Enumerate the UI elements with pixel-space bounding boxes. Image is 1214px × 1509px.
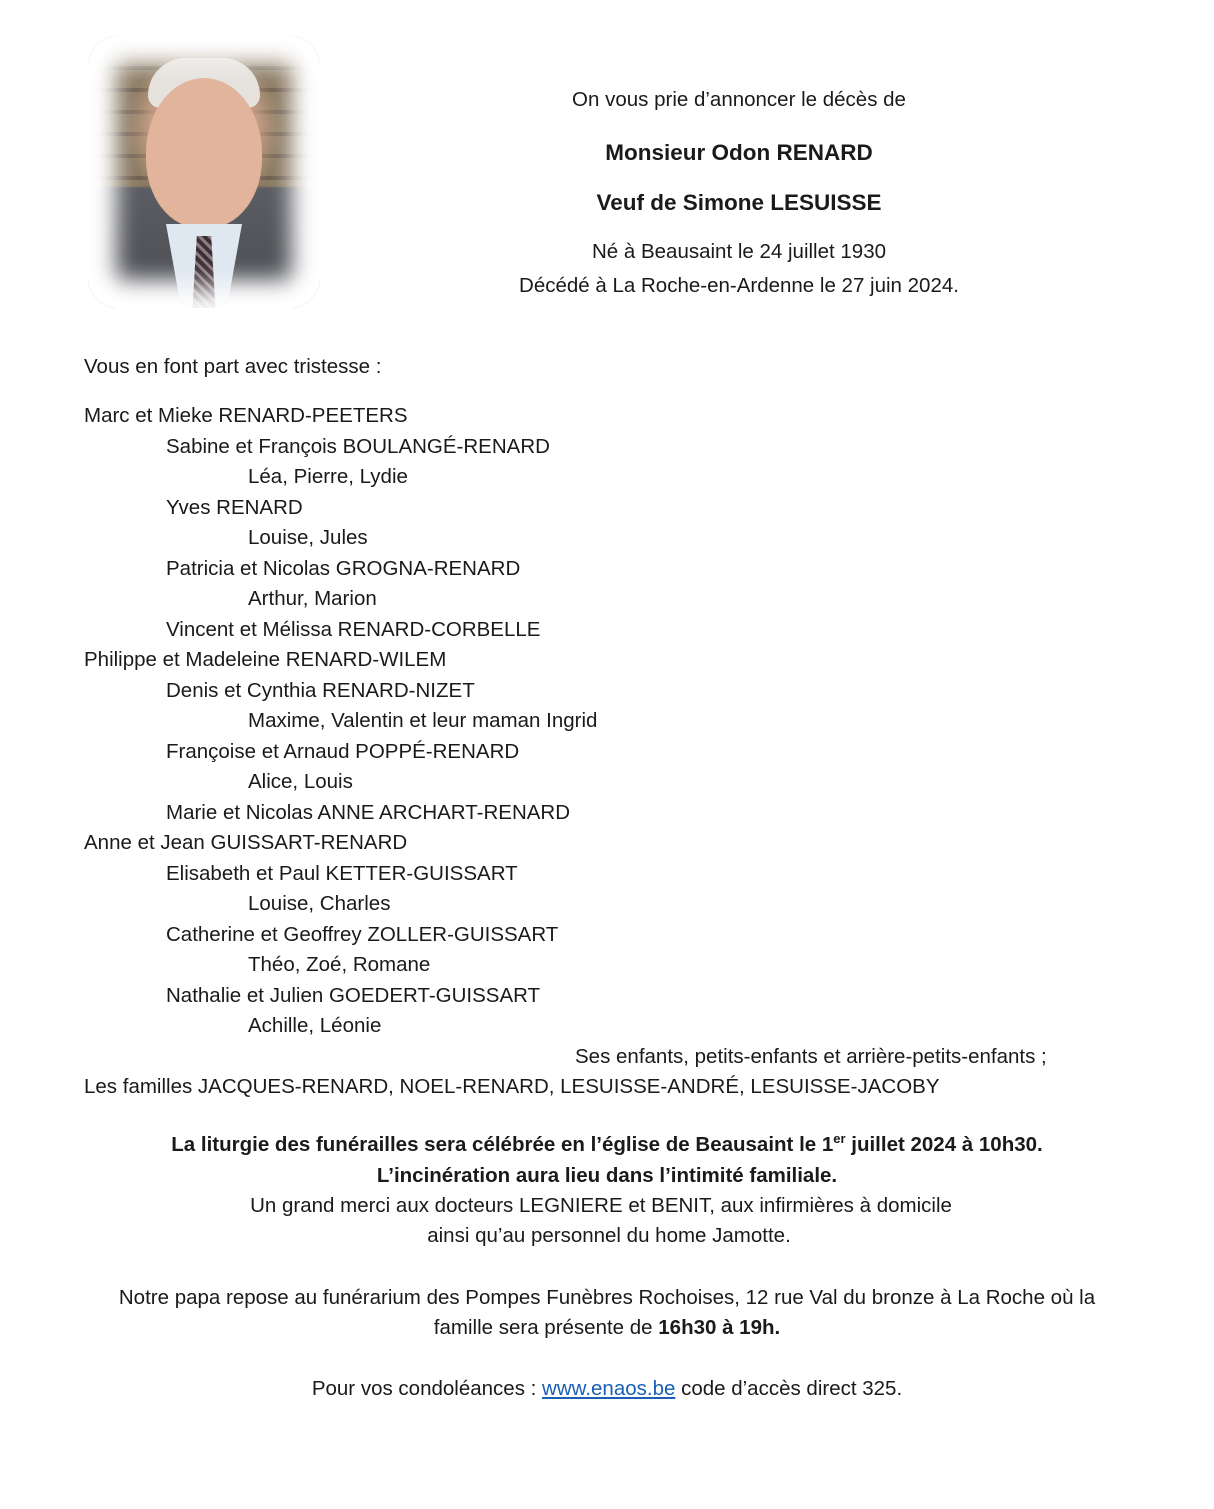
family-intro: Vous en font part avec tristesse : bbox=[84, 355, 382, 378]
family-line: Marc et Mieke RENARD-PEETERS bbox=[84, 404, 408, 427]
family-line: Sabine et François BOULANGÉ-RENARD bbox=[166, 435, 550, 458]
portrait-photo bbox=[88, 36, 320, 308]
family-line: Catherine et Geoffrey ZOLLER-GUISSART bbox=[166, 923, 559, 946]
spouse-line: Veuf de Simone LESUISSE bbox=[596, 190, 882, 215]
thanks-line-2: ainsi qu’au personnel du home Jamotte. bbox=[427, 1224, 791, 1247]
family-line: Alice, Louis bbox=[248, 770, 353, 793]
family-line: Nathalie et Julien GOEDERT-GUISSART bbox=[166, 984, 541, 1007]
liturgy-text: La liturgie des funérailles sera célébrée en l’église de Beausaint le 1 bbox=[171, 1133, 834, 1156]
visitation-line-2 bbox=[434, 1316, 780, 1340]
family-line: Elisabeth et Paul KETTER-GUISSART bbox=[166, 862, 518, 885]
cremation-line: L’incinération aura lieu dans l’intimité familiale. bbox=[376, 1164, 838, 1187]
liturgy-line bbox=[171, 1133, 1042, 1157]
family-line: Anne et Jean GUISSART-RENARD bbox=[84, 831, 408, 854]
family-line: Philippe et Madeleine RENARD-WILEM bbox=[84, 648, 447, 671]
family-line: Léa, Pierre, Lydie bbox=[248, 465, 408, 488]
birth-line: Né à Beausaint le 24 juillet 1930 bbox=[591, 240, 887, 263]
family-line: Achille, Léonie bbox=[248, 1014, 382, 1037]
family-line: Louise, Charles bbox=[248, 892, 391, 915]
family-line: Théo, Zoé, Romane bbox=[248, 953, 431, 976]
family-line: Yves RENARD bbox=[166, 496, 303, 519]
portrait-vignette bbox=[88, 36, 320, 308]
death-line: Décédé à La Roche-en-Ardenne le 27 juin 2024. bbox=[519, 274, 959, 297]
announcement-intro: On vous prie d’annoncer le décès de bbox=[572, 88, 906, 111]
deceased-name: Monsieur Odon RENARD bbox=[605, 140, 873, 165]
visitation-line-1: Notre papa repose au funérarium des Pompes Funèbres Rochoises, 12 rue Val du bronze à La Roche où la bbox=[118, 1286, 1096, 1309]
liturgy-date: juillet 2024 à 10h30. bbox=[845, 1133, 1043, 1156]
family-line: Denis et Cynthia RENARD-NIZET bbox=[166, 679, 475, 702]
visitation-hours: 16h30 à 19h. bbox=[658, 1316, 781, 1339]
family-line: Françoise et Arnaud POPPÉ-RENARD bbox=[166, 740, 520, 763]
visitation-text: famille sera présente de bbox=[433, 1316, 659, 1339]
family-line: Vincent et Mélissa RENARD-CORBELLE bbox=[166, 618, 541, 641]
thanks-line-1: Un grand merci aux docteurs LEGNIERE et BENIT, aux infirmières à domicile bbox=[250, 1194, 952, 1217]
condolences-line bbox=[312, 1377, 902, 1401]
other-families: Les familles JACQUES-RENARD, NOEL-RENARD, LESUISSE-ANDRÉ, LESUISSE-JACOBY bbox=[84, 1075, 940, 1098]
condolences-text: Pour vos condoléances : bbox=[311, 1377, 543, 1400]
condolences-link[interactable]: www.enaos.be bbox=[542, 1377, 676, 1400]
family-line: Arthur, Marion bbox=[248, 587, 377, 610]
family-summary: Ses enfants, petits-enfants et arrière-petits-enfants ; bbox=[575, 1045, 1047, 1068]
family-line: Patricia et Nicolas GROGNA-RENARD bbox=[166, 557, 521, 580]
family-line: Louise, Jules bbox=[248, 526, 368, 549]
access-code-text: code d’accès direct 325. bbox=[675, 1377, 903, 1400]
family-line: Marie et Nicolas ANNE ARCHART-RENARD bbox=[166, 801, 571, 824]
family-line: Maxime, Valentin et leur maman Ingrid bbox=[248, 709, 598, 732]
liturgy-superscript: er bbox=[833, 1131, 846, 1147]
